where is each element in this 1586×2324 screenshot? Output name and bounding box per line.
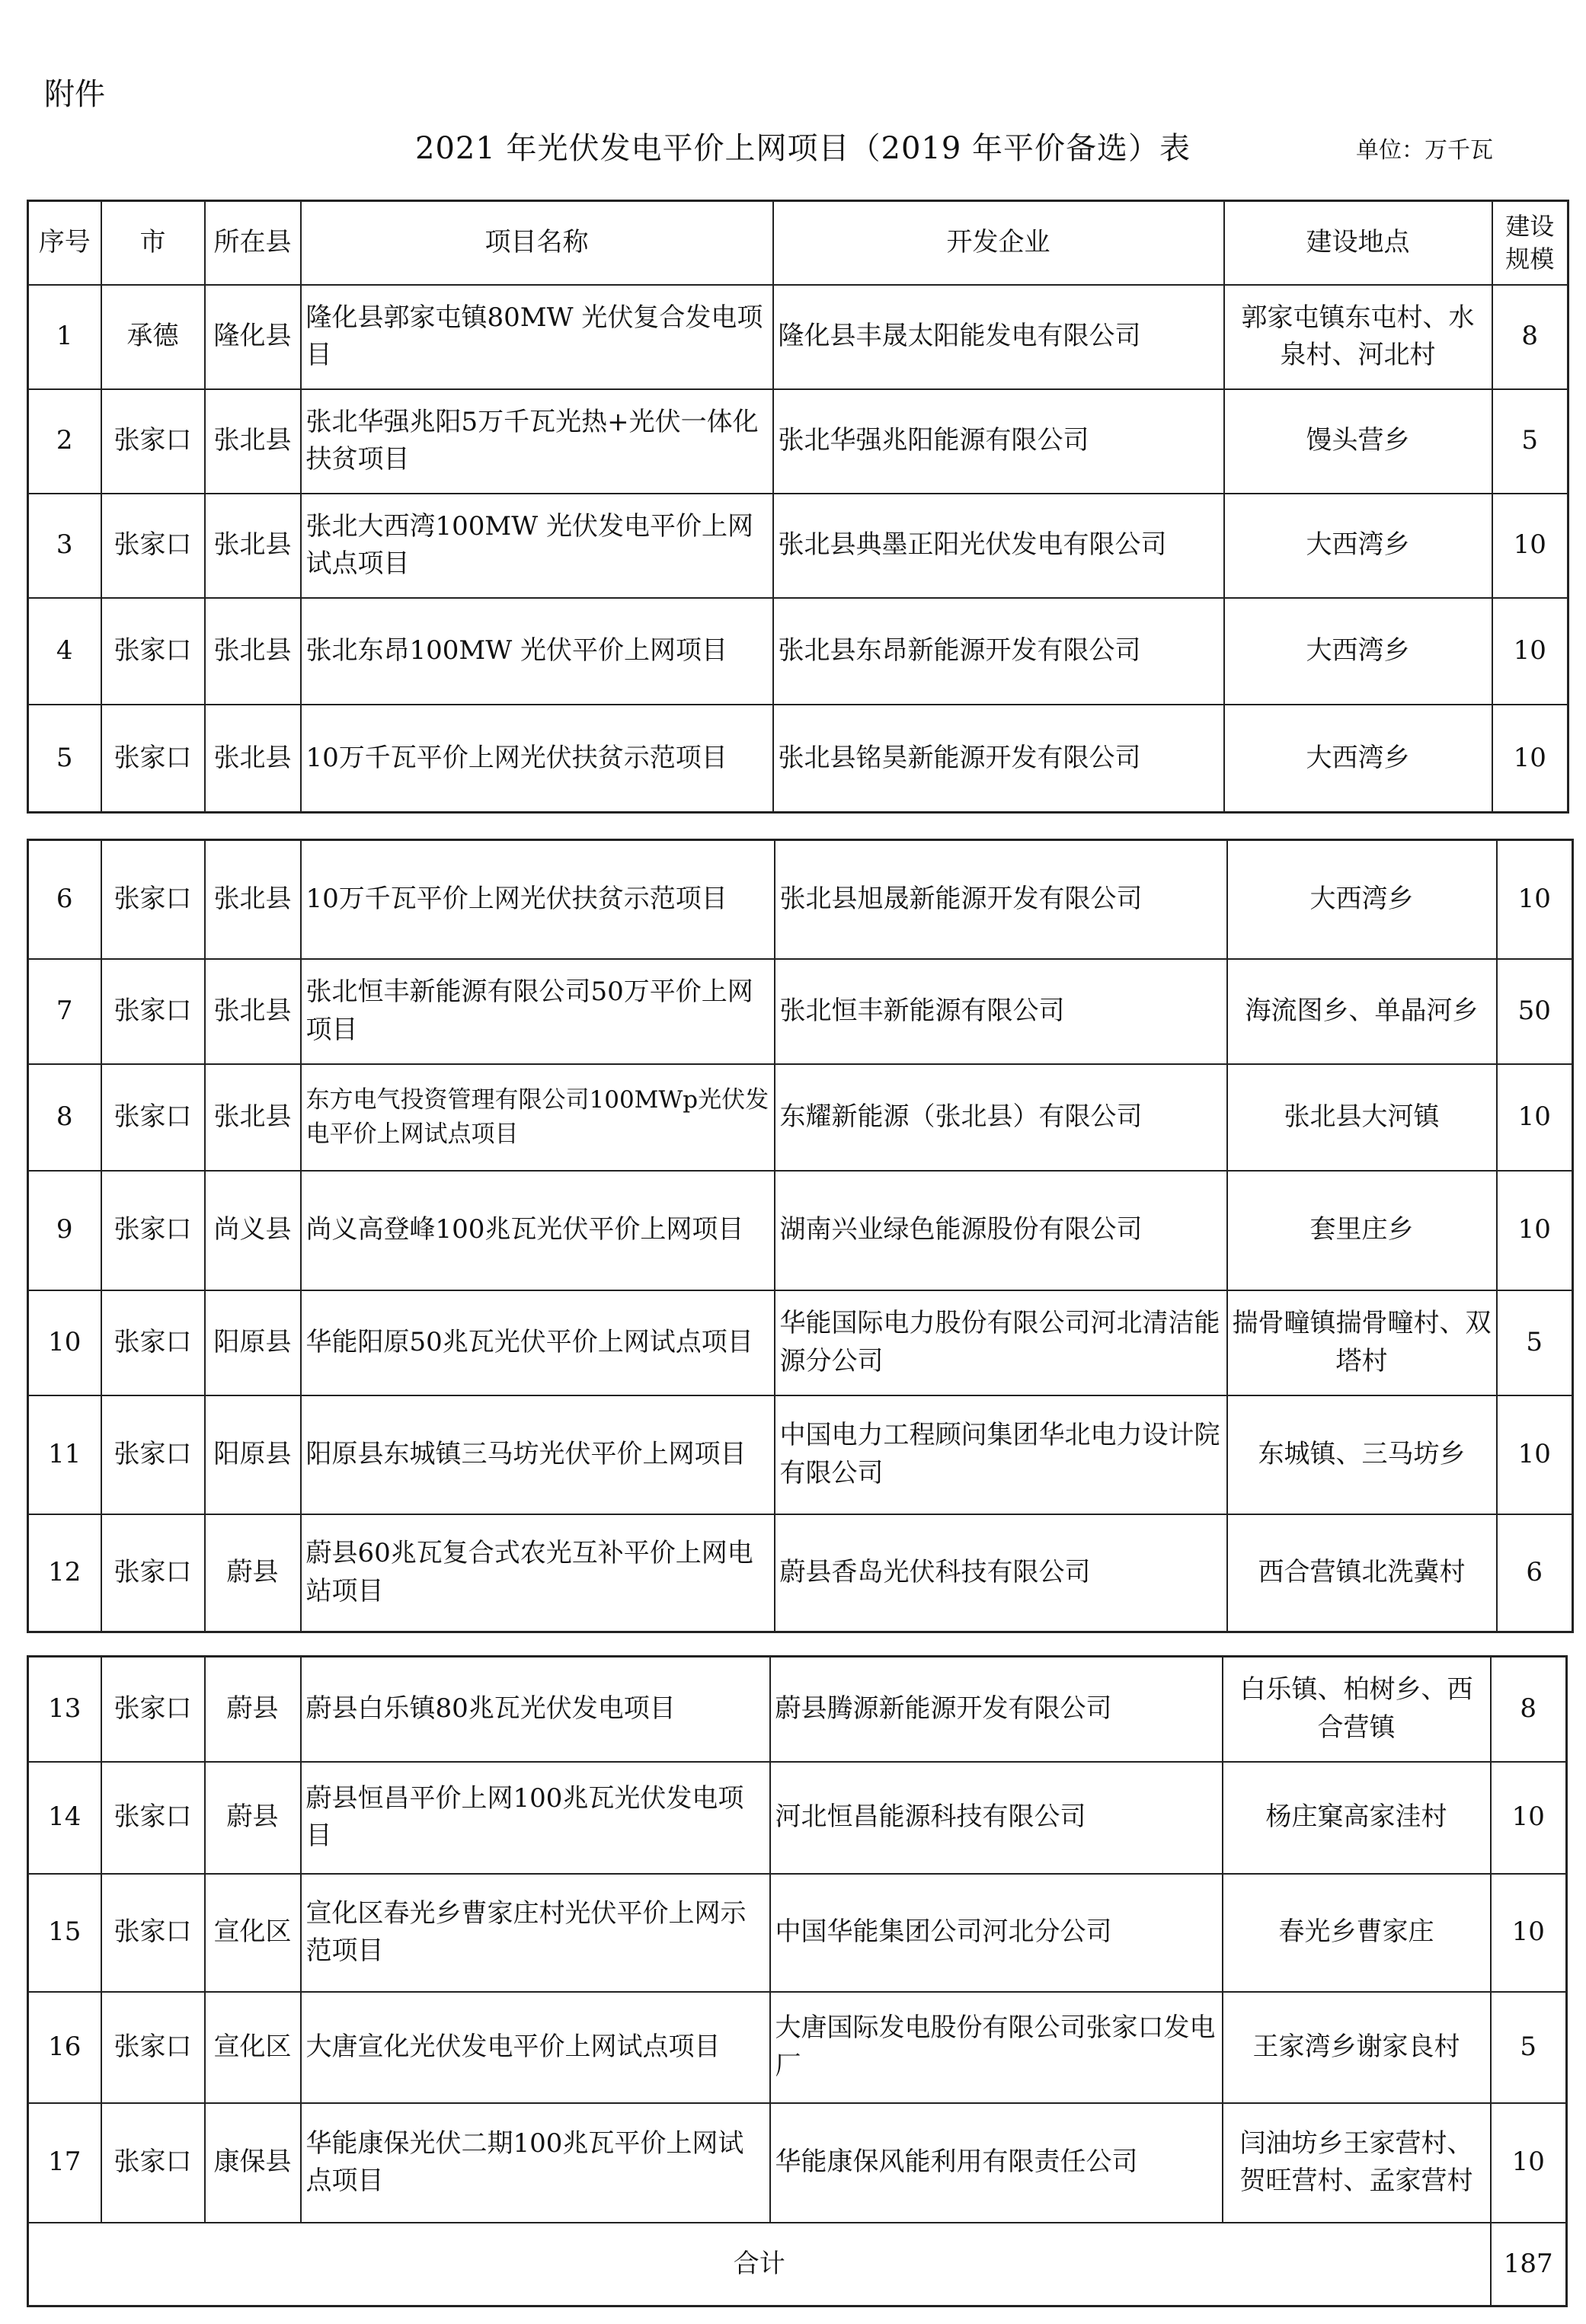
cell-project-name: 华能康保光伏二期100兆瓦平价上网试点项目 <box>301 2103 770 2223</box>
cell-project-name: 尚义高登峰100兆瓦光伏平价上网项目 <box>301 1171 775 1290</box>
cell-company: 张北县典墨正阳光伏发电有限公司 <box>773 494 1224 598</box>
cell-scale: 10 <box>1497 1171 1573 1290</box>
cell-company: 中国电力工程顾问集团华北电力设计院有限公司 <box>775 1395 1227 1514</box>
cell-location: 张北县大河镇 <box>1227 1064 1497 1171</box>
cell-company: 华能康保风能利用有限责任公司 <box>770 2103 1223 2223</box>
cell-company: 湖南兴业绿色能源股份有限公司 <box>775 1171 1227 1290</box>
cell-county: 蔚县 <box>205 1514 301 1632</box>
cell-no: 15 <box>28 1874 101 1992</box>
cell-scale: 10 <box>1491 2103 1567 2223</box>
cell-county: 张北县 <box>205 1064 301 1171</box>
header-company: 开发企业 <box>773 201 1224 285</box>
table-row <box>28 389 1568 494</box>
cell-city: 张家口 <box>101 840 205 959</box>
table-row <box>28 1874 1567 1992</box>
cell-company: 蔚县腾源新能源开发有限公司 <box>770 1657 1223 1762</box>
cell-no: 5 <box>28 705 101 813</box>
cell-company: 大唐国际发电股份有限公司张家口发电厂 <box>770 1992 1223 2103</box>
cell-location: 揣骨疃镇揣骨疃村、双塔村 <box>1227 1290 1497 1395</box>
cell-scale: 10 <box>1491 1874 1567 1992</box>
cell-city: 张家口 <box>101 1171 205 1290</box>
cell-no: 7 <box>28 959 101 1064</box>
cell-city: 张家口 <box>101 1395 205 1514</box>
table-row <box>28 840 1573 959</box>
cell-location: 王家湾乡谢家良村 <box>1223 1992 1491 2103</box>
cell-no: 12 <box>28 1514 101 1632</box>
cell-company: 张北华强兆阳能源有限公司 <box>773 389 1224 494</box>
cell-location: 大西湾乡 <box>1224 705 1492 813</box>
cell-company: 华能国际电力股份有限公司河北清洁能源分公司 <box>775 1290 1227 1395</box>
table-row <box>28 1514 1573 1632</box>
cell-scale: 10 <box>1492 494 1568 598</box>
cell-no: 2 <box>28 389 101 494</box>
cell-location: 大西湾乡 <box>1227 840 1497 959</box>
cell-company: 张北县旭晟新能源开发有限公司 <box>775 840 1227 959</box>
cell-project-name: 隆化县郭家屯镇80MW 光伏复合发电项目 <box>301 285 773 389</box>
cell-county: 张北县 <box>205 598 301 705</box>
table-row <box>28 1064 1573 1171</box>
total-value: 187 <box>1491 2223 1567 2306</box>
header-location: 建设地点 <box>1224 201 1492 285</box>
header-city: 市 <box>101 201 205 285</box>
cell-location: 馒头营乡 <box>1224 389 1492 494</box>
cell-location: 西合营镇北洗冀村 <box>1227 1514 1497 1632</box>
unit-label: 单位：万千瓦 <box>1356 137 1493 164</box>
cell-city: 张家口 <box>101 1992 205 2103</box>
attachment-label: 附件 <box>44 77 105 112</box>
cell-no: 9 <box>28 1171 101 1290</box>
table-row <box>28 1762 1567 1874</box>
cell-company: 蔚县香岛光伏科技有限公司 <box>775 1514 1227 1632</box>
cell-city: 张家口 <box>101 389 205 494</box>
cell-project-name: 大唐宣化光伏发电平价上网试点项目 <box>301 1992 770 2103</box>
cell-city: 张家口 <box>101 1514 205 1632</box>
cell-county: 张北县 <box>205 959 301 1064</box>
cell-company: 隆化县丰晟太阳能发电有限公司 <box>773 285 1224 389</box>
cell-no: 3 <box>28 494 101 598</box>
table-row <box>28 1290 1573 1395</box>
cell-city: 张家口 <box>101 2103 205 2223</box>
cell-scale: 5 <box>1491 1992 1567 2103</box>
cell-no: 8 <box>28 1064 101 1171</box>
cell-county: 张北县 <box>205 705 301 813</box>
cell-project-name: 张北大西湾100MW 光伏发电平价上网试点项目 <box>301 494 773 598</box>
cell-no: 11 <box>28 1395 101 1514</box>
cell-scale: 50 <box>1497 959 1573 1064</box>
cell-location: 闫油坊乡王家营村、贺旺营村、孟家营村 <box>1223 2103 1491 2223</box>
cell-project-name: 张北华强兆阳5万千瓦光热+光伏一体化扶贫项目 <box>301 389 773 494</box>
table-row <box>28 1657 1567 1762</box>
cell-scale: 5 <box>1492 389 1568 494</box>
document-title: 2021 年光伏发电平价上网项目（2019 年平价备选）表 <box>415 131 1191 166</box>
cell-company: 张北县东昂新能源开发有限公司 <box>773 598 1224 705</box>
header-no: 序号 <box>28 201 101 285</box>
cell-location: 杨庄窠高家洼村 <box>1223 1762 1491 1874</box>
table-row <box>28 1992 1567 2103</box>
cell-no: 4 <box>28 598 101 705</box>
table-block-2 <box>27 839 1574 1633</box>
table-header-row <box>28 201 1568 285</box>
cell-county: 尚义县 <box>205 1171 301 1290</box>
cell-county: 宣化区 <box>205 1992 301 2103</box>
cell-no: 14 <box>28 1762 101 1874</box>
cell-location: 东城镇、三马坊乡 <box>1227 1395 1497 1514</box>
table-block-3 <box>27 1655 1568 2307</box>
cell-project-name: 张北东昂100MW 光伏平价上网项目 <box>301 598 773 705</box>
cell-county: 康保县 <box>205 2103 301 2223</box>
cell-project-name: 阳原县东城镇三马坊光伏平价上网项目 <box>301 1395 775 1514</box>
table-row <box>28 959 1573 1064</box>
table-row <box>28 1171 1573 1290</box>
cell-county: 蔚县 <box>205 1762 301 1874</box>
cell-company: 张北县铭昊新能源开发有限公司 <box>773 705 1224 813</box>
table-block-1 <box>27 200 1569 814</box>
cell-no: 10 <box>28 1290 101 1395</box>
cell-project-name: 宣化区春光乡曹家庄村光伏平价上网示范项目 <box>301 1874 770 1992</box>
cell-location: 套里庄乡 <box>1227 1171 1497 1290</box>
cell-city: 张家口 <box>101 705 205 813</box>
cell-project-name: 东方电气投资管理有限公司100MWp光伏发电平价上网试点项目 <box>301 1064 775 1171</box>
cell-county: 张北县 <box>205 840 301 959</box>
total-label: 合计 <box>28 2223 1491 2306</box>
table-total-row <box>28 2223 1567 2306</box>
cell-location: 春光乡曹家庄 <box>1223 1874 1491 1992</box>
header-project-name: 项目名称 <box>301 201 773 285</box>
table-row <box>28 2103 1567 2223</box>
cell-no: 6 <box>28 840 101 959</box>
cell-no: 16 <box>28 1992 101 2103</box>
cell-scale: 10 <box>1497 840 1573 959</box>
cell-city: 承德 <box>101 285 205 389</box>
cell-project-name: 华能阳原50兆瓦光伏平价上网试点项目 <box>301 1290 775 1395</box>
cell-city: 张家口 <box>101 1762 205 1874</box>
table-row <box>28 598 1568 705</box>
table-row <box>28 1395 1573 1514</box>
header-county: 所在县 <box>205 201 301 285</box>
cell-county: 张北县 <box>205 389 301 494</box>
cell-city: 张家口 <box>101 598 205 705</box>
cell-scale: 10 <box>1497 1064 1573 1171</box>
cell-location: 大西湾乡 <box>1224 494 1492 598</box>
cell-city: 张家口 <box>101 494 205 598</box>
cell-no: 13 <box>28 1657 101 1762</box>
cell-project-name: 蔚县60兆瓦复合式农光互补平价上网电站项目 <box>301 1514 775 1632</box>
cell-county: 阳原县 <box>205 1290 301 1395</box>
cell-company: 东耀新能源（张北县）有限公司 <box>775 1064 1227 1171</box>
cell-location: 白乐镇、柏树乡、西合营镇 <box>1223 1657 1491 1762</box>
cell-scale: 6 <box>1497 1514 1573 1632</box>
cell-project-name: 10万千瓦平价上网光伏扶贫示范项目 <box>301 840 775 959</box>
cell-project-name: 10万千瓦平价上网光伏扶贫示范项目 <box>301 705 773 813</box>
cell-location: 郭家屯镇东屯村、水泉村、河北村 <box>1224 285 1492 389</box>
cell-scale: 10 <box>1492 705 1568 813</box>
cell-city: 张家口 <box>101 1657 205 1762</box>
cell-company: 河北恒昌能源科技有限公司 <box>770 1762 1223 1874</box>
table-row <box>28 494 1568 598</box>
cell-location: 海流图乡、单晶河乡 <box>1227 959 1497 1064</box>
cell-no: 1 <box>28 285 101 389</box>
cell-county: 蔚县 <box>205 1657 301 1762</box>
cell-city: 张家口 <box>101 1874 205 1992</box>
cell-no: 17 <box>28 2103 101 2223</box>
cell-project-name: 张北恒丰新能源有限公司50万平价上网项目 <box>301 959 775 1064</box>
table-row <box>28 285 1568 389</box>
cell-scale: 10 <box>1491 1762 1567 1874</box>
cell-location: 大西湾乡 <box>1224 598 1492 705</box>
cell-project-name: 蔚县白乐镇80兆瓦光伏发电项目 <box>301 1657 770 1762</box>
cell-company: 中国华能集团公司河北分公司 <box>770 1874 1223 1992</box>
header-scale: 建设规模 <box>1492 201 1568 285</box>
cell-company: 张北恒丰新能源有限公司 <box>775 959 1227 1064</box>
cell-scale: 5 <box>1497 1290 1573 1395</box>
cell-scale: 8 <box>1491 1657 1567 1762</box>
cell-county: 张北县 <box>205 494 301 598</box>
cell-city: 张家口 <box>101 1290 205 1395</box>
cell-county: 隆化县 <box>205 285 301 389</box>
cell-scale: 10 <box>1492 598 1568 705</box>
cell-scale: 8 <box>1492 285 1568 389</box>
cell-city: 张家口 <box>101 1064 205 1171</box>
cell-project-name: 蔚县恒昌平价上网100兆瓦光伏发电项目 <box>301 1762 770 1874</box>
cell-scale: 10 <box>1497 1395 1573 1514</box>
cell-city: 张家口 <box>101 959 205 1064</box>
table-row <box>28 705 1568 813</box>
cell-county: 宣化区 <box>205 1874 301 1992</box>
cell-county: 阳原县 <box>205 1395 301 1514</box>
